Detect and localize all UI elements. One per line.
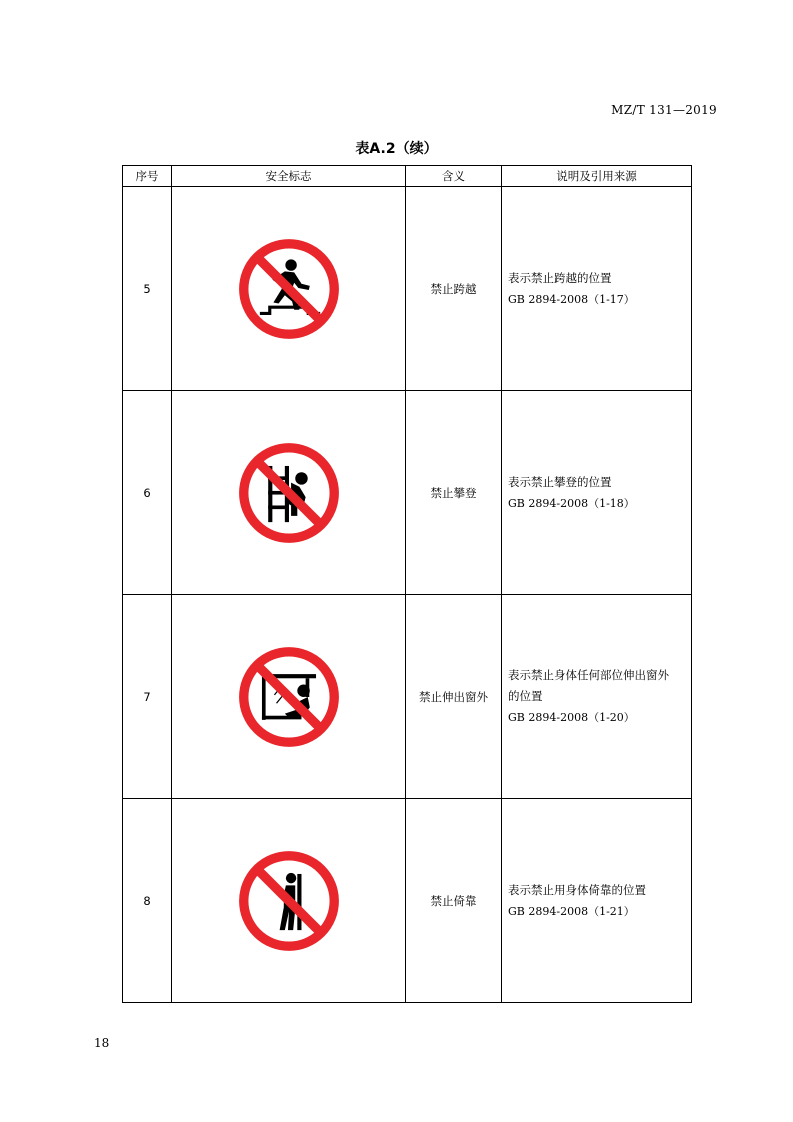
table-row <box>123 187 692 391</box>
sign-meaning: 禁止伸出窗外 <box>406 595 502 799</box>
page-number: 18 <box>94 1036 110 1050</box>
source-reference: GB 2894-2008（1-17） <box>508 292 635 306</box>
sign-meaning: 禁止倚靠 <box>406 799 502 1003</box>
no-reaching-out-window-icon <box>237 645 341 749</box>
table-row <box>123 595 692 799</box>
safety-sign-table <box>122 165 692 1003</box>
sign-cell <box>172 799 406 1003</box>
no-leaning-icon <box>237 849 341 953</box>
sign-cell <box>172 187 406 391</box>
description-line: 表示禁止用身体倚靠的位置 <box>508 882 646 897</box>
row-number: 7 <box>123 595 172 799</box>
description-line: 的位置 <box>508 689 543 703</box>
source-reference: GB 2894-2008（1-18） <box>508 496 635 510</box>
table-row <box>123 391 692 595</box>
table-caption: 表A.2（续） <box>355 141 438 157</box>
column-header-meaning: 含义 <box>406 166 502 187</box>
description-line: 表示禁止跨越的位置 <box>508 270 612 285</box>
column-header-sign: 安全标志 <box>172 166 406 187</box>
sign-description <box>502 187 692 391</box>
sign-description <box>502 799 692 1003</box>
row-number: 8 <box>123 799 172 1003</box>
sign-description <box>502 595 692 799</box>
row-number: 5 <box>123 187 172 391</box>
sign-meaning: 禁止跨越 <box>406 187 502 391</box>
no-climbing-icon <box>237 441 341 545</box>
sign-cell <box>172 595 406 799</box>
table-row <box>123 799 692 1003</box>
row-number: 6 <box>123 391 172 595</box>
document-code: MZ/T 131—2019 <box>611 103 717 117</box>
table-header-row <box>123 166 692 187</box>
column-header-number: 序号 <box>123 166 172 187</box>
sign-meaning: 禁止攀登 <box>406 391 502 595</box>
sign-description <box>502 391 692 595</box>
description-line: 表示禁止攀登的位置 <box>508 474 612 489</box>
source-reference: GB 2894-2008（1-20） <box>508 711 635 724</box>
column-header-description: 说明及引用来源 <box>502 166 692 187</box>
no-climbing-over-icon <box>237 237 341 341</box>
description-line: 表示禁止身体任何部位伸出窗外 <box>508 668 669 682</box>
source-reference: GB 2894-2008（1-21） <box>508 904 635 918</box>
sign-cell <box>172 391 406 595</box>
